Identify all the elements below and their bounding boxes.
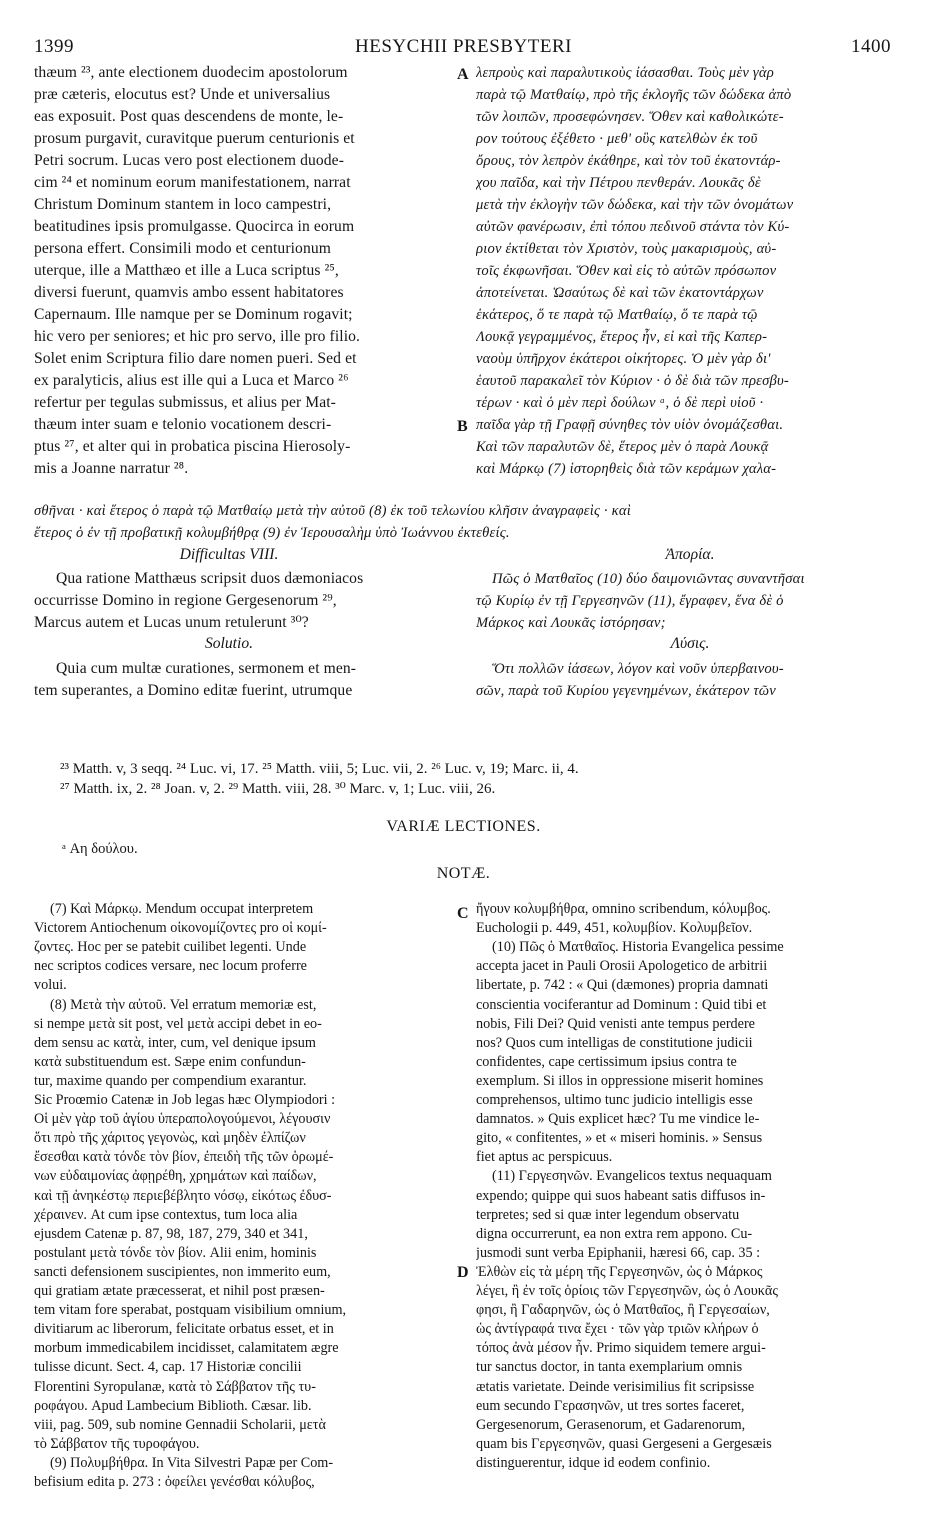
latin-line: uterque, ille a Matthæo et ille a Luca scriptus ²⁵, [34, 262, 339, 279]
aporia-line: Πῶς ὁ Ματθαῖος (10) δύο δαιμονιῶντας συναντῆσαι [492, 571, 805, 587]
note-line: tulisse dicunt. Sect. 4, cap. 17 Historiæ concilii [34, 1359, 302, 1376]
latin-line: eas exposuit. Post quas descendens de monte, le- [34, 108, 344, 125]
note-line: jusmodi sunt verba Epiphanii, hæresi 66, cap. 35 : [476, 1244, 761, 1261]
note-line: νων εὐδαιμονίας ἀφῃρέθη, χρημάτων καὶ παίδων, [34, 1168, 317, 1185]
latin-line: hic vero per seniores; et hic pro servo, ille pro filio. [34, 328, 361, 345]
note-line: λέγει, ἢ ἐν τοῖς ὁρίοις τῶν Γεργεσηνῶν, ὡς ὁ Λουκᾶς [476, 1283, 778, 1299]
note-line: damnatos. » Quis explicet hæc? Tu me vindice le- [476, 1111, 760, 1128]
margin-marker-a: A [457, 66, 469, 83]
note-line: exemplum. Si illos in oppressione miserit homines [476, 1072, 764, 1089]
note-line: conscientia vociferantur ad Dominum : Quid tibi et [476, 996, 767, 1013]
note-line: comprehensos, ultimo tunc judicio intelligis esse [476, 1092, 753, 1108]
greek-line: παρὰ τῷ Ματθαίῳ, πρὸ τῆς ἐκλογῆς τῶν δώδεκα ἀπὸ [476, 87, 792, 103]
greek-line: Καὶ τῶν παραλυτῶν δὲ, ἕτερος μὲν ὁ παρὰ Λουκᾷ [476, 439, 769, 455]
note-line: confidentes, cape certissimum ipsius contra te [476, 1053, 737, 1070]
greek-line: μετὰ τὴν ἐκλογὴν τῶν δώδεκα, καὶ τὴν τῶν ὀνομάτων [476, 197, 794, 213]
difficultas-heading: Difficultas VIII. [179, 546, 279, 563]
note-line: divitiarum ac liberorum, felicitate orbatus esset, et in [34, 1321, 334, 1338]
note-line: tur sanctus doctor, in tanta exemplarium omnis [476, 1359, 743, 1376]
note-line: viii, pag. 509, sub nomine Gennadii Scholarii, μετὰ [34, 1416, 326, 1433]
latin-line: thæum inter suam e telonio vocationem descri- [34, 416, 332, 433]
note-line: digna occurrerunt, ea non extra rem appono. Cu- [476, 1225, 753, 1242]
greek-line: ρον τούτους ἐξέθετο · μεθ' οὓς κατελθὼν ἐκ τοῦ [476, 131, 758, 147]
running-title: HESYCHII PRESBYTERI [355, 36, 572, 57]
note-line: distinguerentur, idque id eodem confinio. [476, 1454, 711, 1471]
note-line: Victorem Antiochenum οἰκονομίζοντες pro οἱ κομί- [34, 920, 327, 937]
note-line: nobis, Fili Dei? Quid venisti ante tempus perdere [476, 1015, 755, 1032]
note-line: καὶ τῇ ἀνηκέστῳ περιεβέβλητο νόσῳ, εἰκότως ἐδυσ- [34, 1187, 332, 1204]
note-line: (11) Γεργεσηνῶν. Evangelicos textus nequaquam [492, 1168, 772, 1185]
note-line: ὅτι πρὸ τῆς χάριτος γεγονὼς, καὶ μηδὲν ἐλπίζων [34, 1130, 306, 1147]
note-line: Sic Proœmio Catenæ in Job legas hæc Olympiodori : [34, 1092, 336, 1108]
note-line: nec scriptos codices versare, nec locum proferre [34, 958, 307, 975]
margin-marker-c: C [457, 905, 469, 922]
note-line: eum secundo Γερασηνῶν, ut tres sortes faceret, [476, 1397, 745, 1414]
latin-line: cim ²⁴ et nominum eorum manifestationem, narrat [34, 174, 351, 191]
note-line: libertate, p. 742 : « Qui (dæmones) propria damnati [476, 977, 769, 994]
latin-line: Capernaum. Ille namque per se Dominum rogavit; [34, 306, 353, 323]
note-line: Ἐλθὼν εἰς τὰ μέρη τῆς Γεργεσηνῶν, ὡς ὁ Μάρκος [476, 1263, 763, 1280]
footnote-line: ²³ Matth. v, 3 seqq. ²⁴ Luc. vi, 17. ²⁵ Matth. viii, 5; Luc. vii, 2. ²⁶ Luc. v, 19; Marc. ii, 4. [60, 761, 579, 777]
greek-line: τῶν λοιπῶν, προσεφώνησεν. Ὅθεν καὶ καθολικώτε- [476, 109, 784, 125]
note-line: expendo; quippe qui suos habeant satis diffusos in- [476, 1187, 766, 1204]
note-line: Florentini Syropulanæ, κατὰ τὸ Σάββατον τῆς τυ- [34, 1378, 316, 1395]
note-line: volui. [34, 977, 67, 994]
lysis-heading: Λύσις. [670, 635, 710, 652]
solutio-line: tem superantes, a Domino editæ fuerint, utrumque [34, 682, 353, 699]
note-line: ροφάγου. Apud Lambecium Biblioth. Cæsar. lib. [34, 1397, 312, 1414]
note-line: sancti defensionem suscipientes, non immerito eum, [34, 1263, 331, 1280]
note-line: gito, « confitentes, » et « miseri hominis. » Sensus [476, 1130, 763, 1147]
greek-line: τέρων · καὶ ὁ μὲν περὶ δούλων ᵃ, ὁ δὲ περὶ υἱοῦ · [476, 395, 764, 411]
latin-line: beatitudines ipsis promulgasse. Quocirca in eorum [34, 218, 355, 235]
note-line: nos? Quos cum intelligas de constitutione judicii [476, 1034, 753, 1051]
latin-line: thæum ²³, ante electionem duodecim apostolorum [34, 64, 348, 81]
note-line: terpretes; sed si quæ inter legendum observatu [476, 1206, 740, 1223]
note-line: ætatis varietate. Deinde verisimilius fit scripsisse [476, 1378, 755, 1395]
greek-line: παῖδα γὰρ τῇ Γραφῇ σύνηθες τὸν υἱὸν ὀνομάζεσθαι. [476, 417, 784, 433]
variant-reading: ᵃ Αη δούλου. [62, 841, 138, 857]
note-line: (9) Πολυμβήθρα. In Vita Silvestri Papæ per Com- [50, 1454, 334, 1471]
note-line: (7) Καὶ Μάρκῳ. Mendum occupat interpretem [50, 901, 314, 917]
greek-line: ἀποτείνεται. Ὡσαύτως δὲ καὶ τῶν ἑκατοντάρχων [476, 285, 764, 301]
greek-line: Λουκᾷ γεγραμμένος, ἕτερος ἦν, εἰ καὶ τῆς Καπερ- [476, 329, 768, 345]
latin-line: refertur per tegulas submissus, et alius per Mat- [34, 394, 336, 411]
greek-line: χου παῖδα, καὶ τὴν Πέτρου πενθεράν. Λουκᾶς δὲ [476, 175, 761, 191]
greek-line: ἑαυτοῦ παρακαλεῖ τὸν Κύριον · ὁ δὲ διὰ τῶν πρεσβυ- [476, 373, 789, 389]
note-line: morbum immedicabilem incidisset, calamitatem ægre [34, 1340, 339, 1357]
aporia-line: τῷ Κυρίῳ ἐν τῇ Γεργεσηνῶν (11), ἔγραφεν, ἕνα δὲ ὁ [476, 593, 784, 609]
latin-line: Petri socrum. Lucas vero post electionem duode- [34, 152, 344, 169]
note-line: ἤγουν κολυμβήθρα, omnino scribendum, κόλυμβος. [476, 901, 771, 917]
latin-line: præ cæteris, elocutus est? Unde et universalius [34, 86, 331, 103]
note-line: ejusdem Catenæ p. 87, 98, 187, 279, 340 et 341, [34, 1225, 308, 1242]
lysis-line: σῶν, παρὰ τοῦ Κυρίου γεγενημένων, ἑκάτερον τῶν [476, 683, 776, 699]
note-line: Euchologii p. 449, 451, κολυμβίον. Κολυμβεῖον. [476, 920, 753, 937]
latin-line: ex paralyticis, alius est ille qui a Luca et Marco ²⁶ [34, 372, 349, 389]
note-line: ἔσεσθαι κατὰ τόνδε τὸν βίον, ἐπειδὴ τῆς τῶν ὁρωμέ- [34, 1149, 334, 1166]
note-line: (10) Πῶς ὁ Ματθαῖος. Historia Evangelica pessime [492, 939, 784, 956]
note-line: accepta jacet in Pauli Orosii Apologetico de arbitrii [476, 958, 768, 975]
greek-line: λεπροὺς καὶ παραλυτικοὺς ἰάσασθαι. Τοὺς μὲν γὰρ [476, 65, 774, 81]
note-line: χέραινεν. At cum ipse contextus, tum loca alia [34, 1206, 298, 1223]
note-line: tur, maxime quando per compendium exarantur. [34, 1072, 307, 1089]
page-number-left: 1399 [34, 36, 74, 57]
lysis-line: Ὅτι πολλῶν ἰάσεων, λόγον καὶ νοῦν ὑπερβαινου- [492, 661, 784, 677]
notae-heading: NOTÆ. [436, 865, 491, 882]
greek-full-line: σθῆναι · καὶ ἕτερος ὁ παρὰ τῷ Ματθαίῳ μετὰ τὴν αὐτοῦ (8) ἐκ τοῦ τελωνίου κλῆσιν ἀναγραφεὶς · καὶ [34, 503, 631, 519]
variae-lectiones-heading: VARIÆ LECTIONES. [386, 818, 541, 835]
note-line: τόπος ἀνὰ μέσον ἦν. Primo siquidem temere argui- [476, 1340, 766, 1357]
note-line: postulant μετὰ τόνδε τὸν βίον. Alii enim, hominis [34, 1244, 317, 1261]
greek-line: ἑκάτερος, ὅ τε παρὰ τῷ Ματθαίῳ, ὅ τε παρὰ τῷ [476, 307, 758, 323]
difficultas-line: Marcus autem et Lucas unum retulerunt ³⁰? [34, 614, 309, 631]
footnote-line: ²⁷ Matth. ix, 2. ²⁸ Joan. v, 2. ²⁹ Matth. viii, 28. ³⁰ Marc. v, 1; Luc. viii, 26. [60, 781, 496, 797]
latin-line: prosum purgavit, curavitque puerum centurionis et [34, 130, 355, 147]
note-line: (8) Μετὰ τὴν αὐτοῦ. Vel erratum memoriæ est, [50, 996, 317, 1013]
greek-line: τοῖς ἐκφωνῆσαι. Ὅθεν καὶ εἰς τὸ αὐτῶν πρόσωπον [476, 263, 777, 279]
solutio-line: Quia cum multæ curationes, sermonem et men- [56, 660, 357, 677]
aporia-heading: Ἀπορία. [665, 546, 715, 563]
note-line: φησι, ἢ Γαδαρηνῶν, ὡς ὁ Ματθαῖος, ἢ Γεργεσαίων, [476, 1302, 770, 1319]
note-line: befisium edita p. 273 : ὀφείλει γενέσθαι κόλυβος, [34, 1474, 315, 1490]
aporia-line: Μάρκος καὶ Λουκᾶς ἱστόρησαν; [476, 615, 666, 631]
latin-line: mis a Joanne narratur ²⁸. [34, 460, 189, 477]
note-line: fiet aptus ac perspicuus. [476, 1149, 613, 1166]
note-line: dem sensu ac κατὰ, inter, cum, vel denique ipsum [34, 1034, 316, 1051]
note-line: si nempe μετὰ sit post, vel μετὰ accipi debet in eo- [34, 1015, 322, 1032]
latin-line: Christum Dominum stantem in loco campestri, [34, 196, 332, 213]
note-line: ζοντες. Hoc per se patebit cuilibet legenti. Unde [34, 939, 307, 956]
note-line: Gergesenorum, Gerasenorum, et Gadarenorum, [476, 1416, 746, 1433]
greek-line: αὐτῶν φανέρωσιν, ἐπὶ τόπου πεδινοῦ στάντα τὸν Κύ- [476, 219, 790, 235]
greek-line: καὶ Μάρκῳ (7) ἱστορηθεὶς διὰ τῶν κεράμων χαλα- [476, 461, 777, 477]
difficultas-line: occurrisse Domino in regione Gergesenorum ²⁹, [34, 592, 337, 609]
latin-line: diversi fuerunt, quamvis ambo essent habitatores [34, 284, 344, 301]
note-line: quam bis Γεργεσηνῶν, quasi Gergeseni a Gergesæis [476, 1435, 772, 1452]
latin-line: ptus ²⁷, et alter qui in probatica piscina Hierosoly- [34, 438, 351, 455]
latin-line: persona effert. Consimili modo et centurionum [34, 240, 331, 257]
note-line: qui gratiam ætate præcesserat, et nihil post præsen- [34, 1283, 325, 1299]
note-line: tem vitam fore sperabat, postquam visibilium omnium, [34, 1302, 347, 1319]
margin-marker-b: B [457, 418, 468, 435]
greek-line: ναοὺμ ὑπῆρχον ἑκάτεροι οἰκήτορες. Ὁ μὲν γὰρ δι' [476, 351, 771, 367]
note-line: κατὰ substituendum est. Sæpe enim confundun- [34, 1053, 306, 1070]
note-line: τὸ Σάββατον τῆς τυροφάγου. [34, 1435, 200, 1452]
greek-line: ριον ἐκτίθεται τὸν Χριστὸν, τοὺς μακαρισμοὺς, αὐ- [476, 241, 777, 257]
greek-line: ὄρους, τὸν λεπρὸν ἐκάθηρε, καὶ τὸν τοῦ ἑκατοντάρ- [476, 153, 781, 169]
note-line: Οἱ μὲν γὰρ τοῦ ἁγίου ὑπεραπολογούμενοι, λέγουσιν [34, 1111, 331, 1128]
greek-full-line: ἕτερος ὁ ἐν τῇ προβατικῇ κολυμβήθρᾳ (9) ἐν Ἱερουσαλὴμ ὑπὸ Ἰωάννου ἐκτεθείς. [34, 525, 510, 541]
page-number-right: 1400 [851, 36, 891, 57]
difficultas-line: Qua ratione Matthæus scripsit duos dæmoniacos [56, 570, 364, 587]
latin-line: Solet enim Scriptura filio dare nomen pueri. Sed et [34, 350, 357, 367]
solutio-heading: Solutio. [204, 635, 254, 652]
note-line: ὡς ἀντίγραφά τινα ἔχει · τῶν γὰρ τριῶν κλήρων ὁ [476, 1321, 759, 1338]
margin-marker-d: D [457, 1264, 469, 1281]
